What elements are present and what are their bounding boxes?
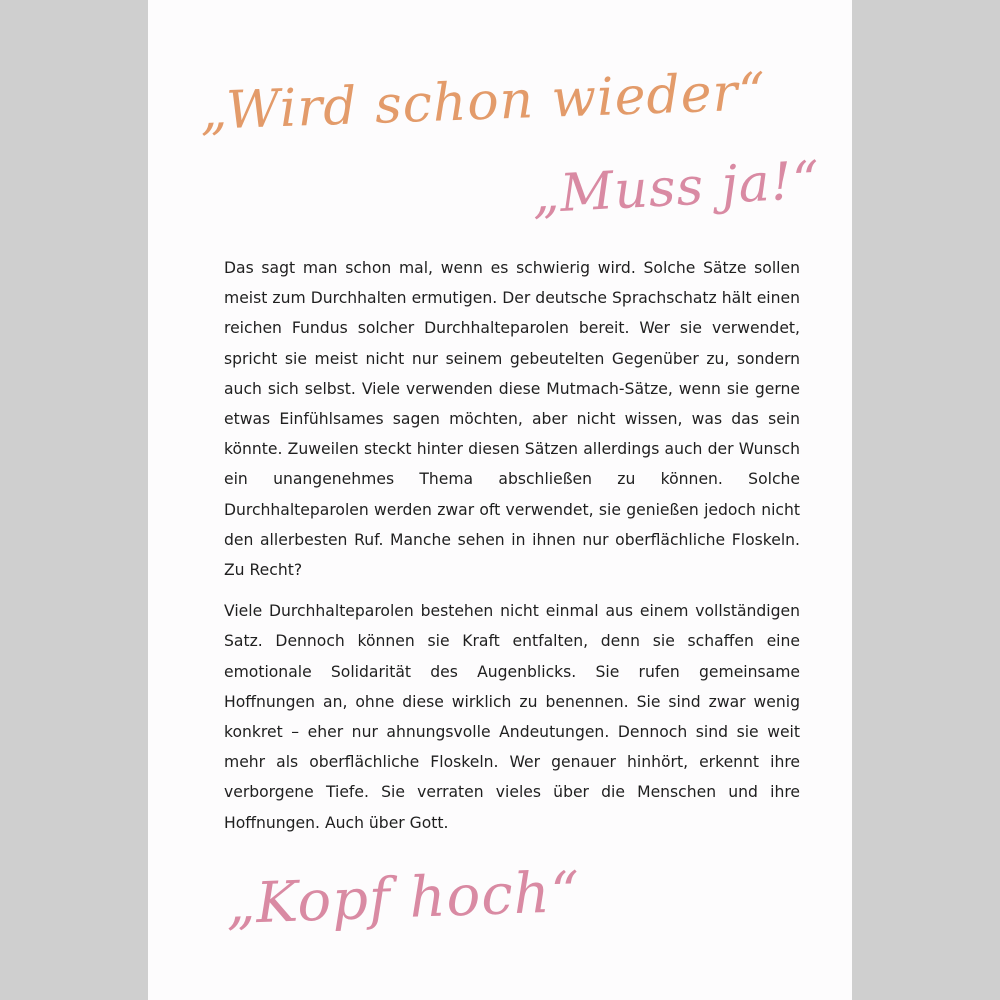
quote-wird-schon-wieder: „Wird schon wieder“ bbox=[199, 62, 767, 142]
quote-kopf-hoch: „Kopf hoch“ bbox=[224, 859, 582, 938]
paragraph-intro: Das sagt man schon mal, wenn es schwierig wird. Solche Sätze sollen meist zum Durchhalten ermutigen. Der deutsche Sprachschatz hält einen reichen Fundus solcher Durchhalteparolen bereit. Wer sie verwendet, spricht sie meist nicht nur seinem gebeutelten Gegenüber zu, sondern auch sich selbst. Viele verwenden diese Mutmach-Sätze, wenn sie gerne etwas Einfühlsames sagen möchten, aber nicht wissen, was das sein könnte. Zuweilen steckt hinter diesen Sätzen allerdings auch der Wunsch ein unangenehmes Thema abschließen zu können. Solche Durchhalteparolen werden zwar oft verwendet, sie genießen jedoch nicht den allerbesten Ruf. Manche sehen in ihnen nur oberflächliche Floskeln. Zu Recht? bbox=[224, 259, 800, 580]
quote-muss-ja: „Muss ja!“ bbox=[530, 150, 822, 226]
paragraph-main: Viele Durchhalteparolen bestehen nicht einmal aus einem vollständigen Satz. Dennoch können sie Kraft entfalten, denn sie schaffen eine emotionale Solidarität des Augenblicks. Sie rufen gemeinsame Hoffnungen an, ohne diese wirklich zu benennen. Sie sind zwar wenig konkret – eher nur ahnungsvolle Andeutungen. Dennoch sind sie weit mehr als oberflächliche Floskeln. Wer genauer hinhört, erkennt ihre verborgene Tiefe. Sie verraten vieles über die Menschen und ihre Hoffnungen. Auch über Gott. bbox=[224, 602, 800, 832]
book-page bbox=[148, 0, 852, 1000]
body-text bbox=[224, 253, 800, 849]
